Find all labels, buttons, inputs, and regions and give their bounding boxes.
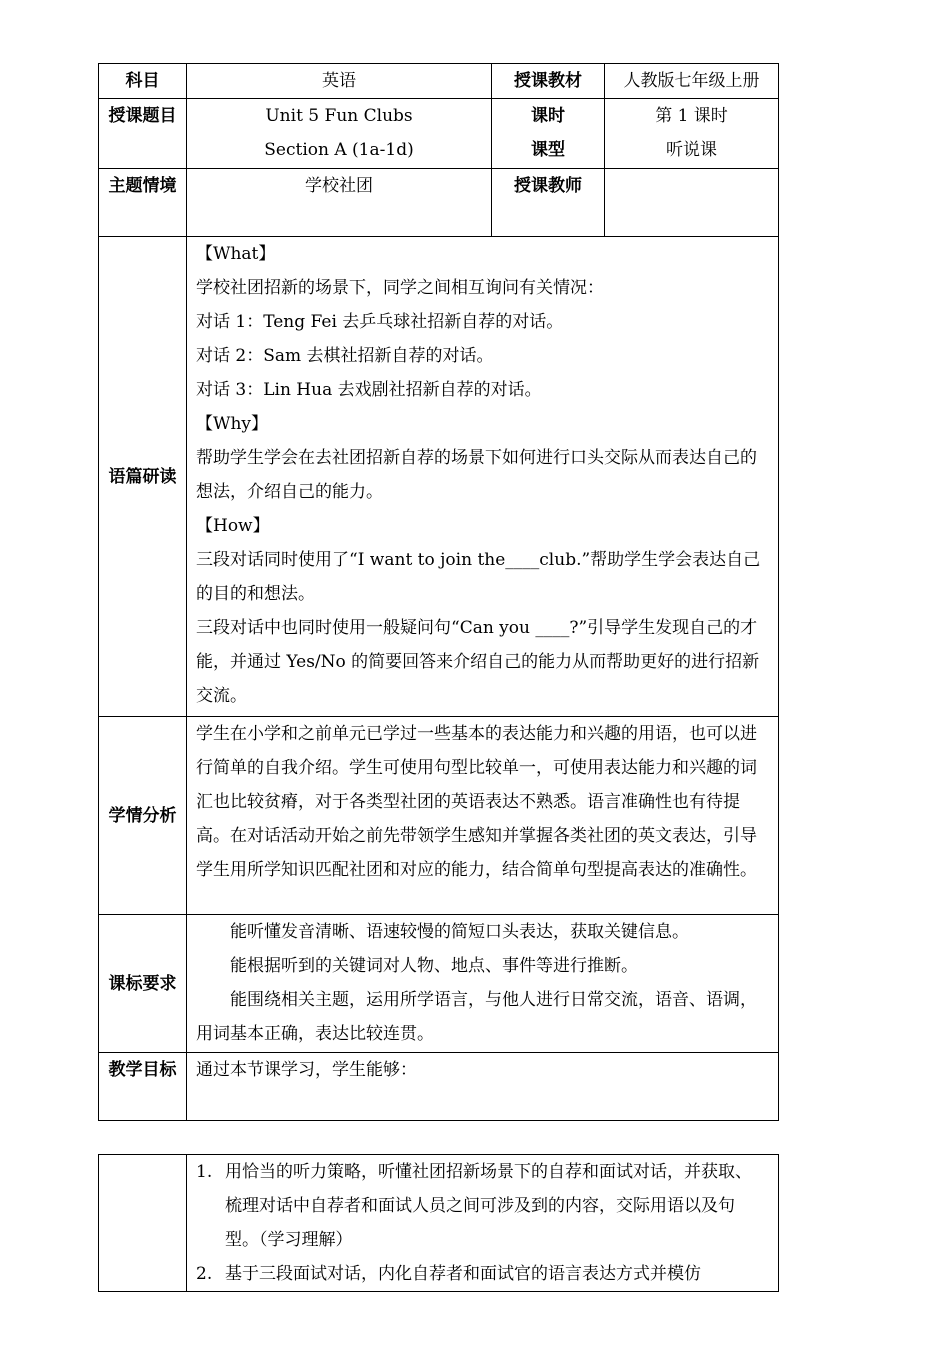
how-text-1: 三段对话同时使用了“I want to join the____club.”帮助学生学会表达自己的目的和想法。 (196, 550, 761, 604)
objective-item-1 (196, 1155, 764, 1257)
theme-value: 学校社团 (187, 169, 492, 237)
objectives-list (187, 1155, 779, 1292)
lesson-plan-table (98, 63, 779, 1121)
period-label: 课时 课型 (492, 99, 605, 169)
standard-item-3: 能围绕相关主题，运用所学语言，与他人进行日常交流，语音、语调，用词基本正确，表达比较连贯。 (196, 990, 757, 1044)
objective-num: 2. (196, 1264, 213, 1284)
objectives-table (98, 1154, 779, 1292)
topic-line-2: Section A (1a-1d) (264, 140, 414, 160)
reading-label: 语篇研读 (99, 237, 187, 717)
theme-label: 主题情境 (99, 169, 187, 237)
teacher-label: 授课教师 (492, 169, 605, 237)
what-heading: 【What】 (196, 244, 276, 264)
teacher-value (605, 169, 779, 237)
subject-value: 英语 (187, 64, 492, 99)
objective-text: 基于三段面试对话，内化自荐者和面试官的语言表达方式并模仿 (225, 1264, 701, 1284)
topic-label: 授课题目 (99, 99, 187, 169)
standard-item-1: 能听懂发音清晰、语速较慢的简短口头表达，获取关键信息。 (230, 922, 689, 942)
textbook-value: 人教版七年级上册 (605, 64, 779, 99)
standards-content (187, 915, 779, 1053)
textbook-label: 授课教材 (492, 64, 605, 99)
analysis-label: 学情分析 (99, 717, 187, 915)
how-heading: 【How】 (196, 516, 270, 536)
objective-item-2 (196, 1257, 764, 1291)
objectives-label: 教学目标 (99, 1053, 187, 1121)
objective-text: 用恰当的听力策略，听懂社团招新场景下的自荐和面试对话，并获取、梳理对话中自荐者和面试人员之间可涉及到的内容，交际用语以及句型。（学习理解） (225, 1162, 752, 1250)
reading-content (187, 237, 779, 717)
topic-value (187, 99, 492, 169)
analysis-text: 学生在小学和之前单元已学过一些基本的表达能力和兴趣的用语，也可以进行简单的自我介绍。学生可使用句型比较单一，可使用表达能力和兴趣的词汇也比较贫瘠，对于各类型社团的英语表达不熟悉。语言准确性也有待提高。在对话活动开始之前先带领学生感知并掌握各类社团的英文表达，引导学生用所学知识匹配社团和对应的能力，结合简单句型提高表达的准确性。 (196, 724, 757, 880)
what-line-2: 对话 1：Teng Fei 去乒乓球社招新自荐的对话。 (196, 312, 564, 332)
objective-num: 1. (196, 1162, 213, 1182)
what-line-4: 对话 3：Lin Hua 去戏剧社招新自荐的对话。 (196, 380, 542, 400)
what-line-1: 学校社团招新的场景下，同学之间相互询问有关情况： (196, 278, 604, 298)
standard-item-2: 能根据听到的关键词对人物、地点、事件等进行推断。 (230, 956, 638, 976)
why-text: 帮助学生学会在去社团招新自荐的场景下如何进行口头交际从而表达自己的想法，介绍自己的能力。 (196, 448, 757, 502)
topic-line-1: Unit 5 Fun Clubs (265, 106, 413, 126)
standards-label: 课标要求 (99, 915, 187, 1053)
subject-label: 科目 (99, 64, 187, 99)
objectives-intro: 通过本节课学习，学生能够： (187, 1053, 779, 1121)
what-line-3: 对话 2：Sam 去棋社招新自荐的对话。 (196, 346, 494, 366)
why-heading: 【Why】 (196, 414, 269, 434)
period-value: 第 1 课时 听说课 (605, 99, 779, 169)
analysis-content (187, 717, 779, 915)
objectives-blank-cell (99, 1155, 187, 1292)
how-text-2: 三段对话中也同时使用一般疑问句“Can you ____?”引导学生发现自己的才能，并通过 Yes/No 的简要回答来介绍自己的能力从而帮助更好的进行招新交流。 (196, 618, 760, 706)
